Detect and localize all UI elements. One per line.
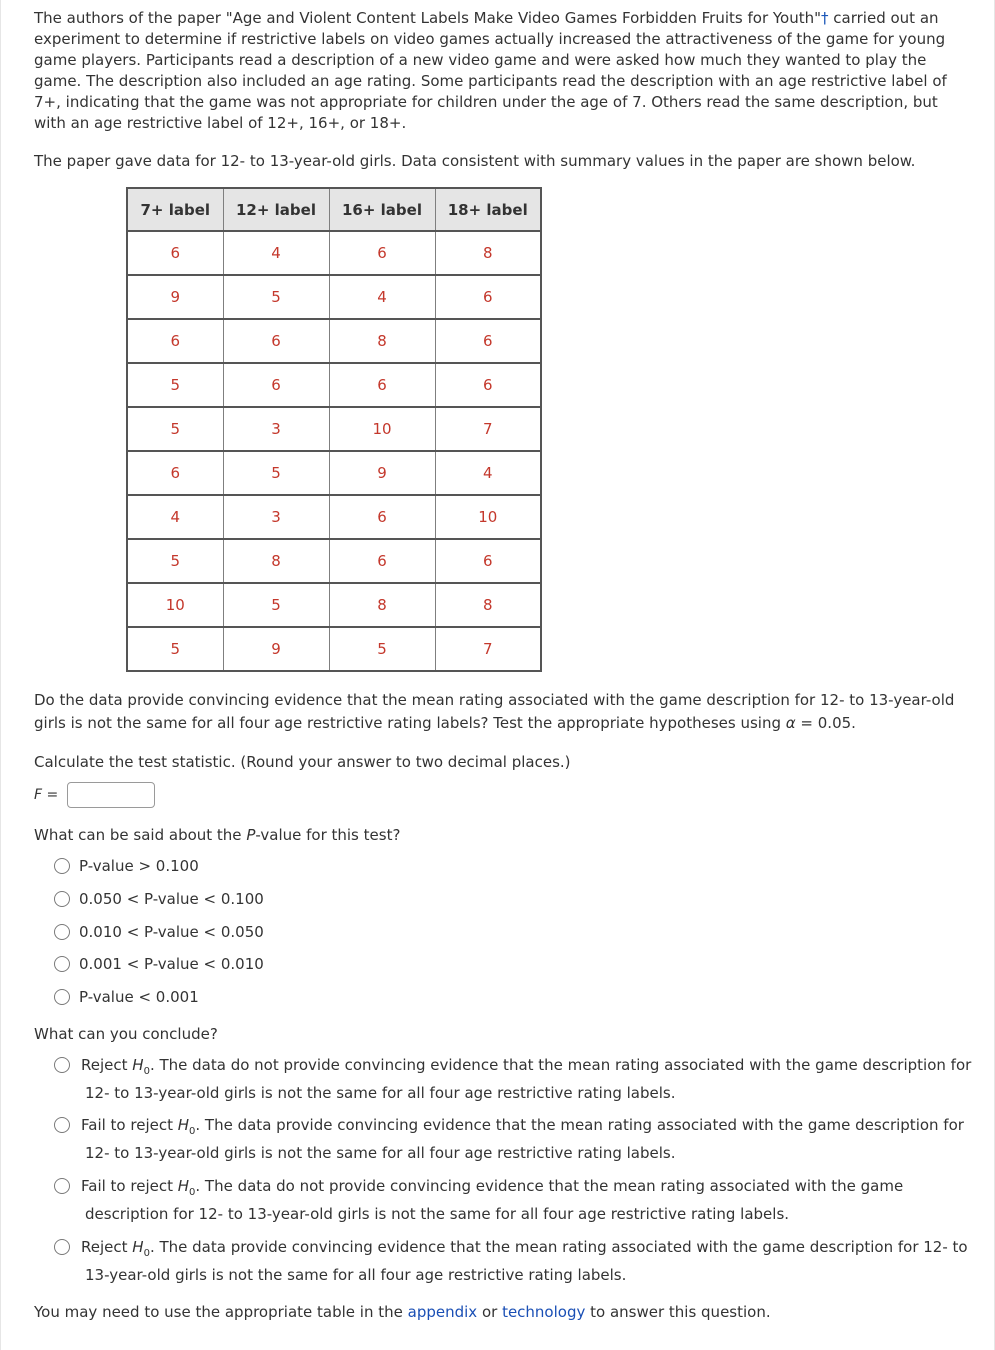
table-row xyxy=(127,275,541,319)
conclusion-line2: 12- to 13-year-old girls is not the same for all four age restrictive rating labels. xyxy=(85,1084,676,1102)
conclusion-line1 xyxy=(81,1175,903,1204)
conclusion-line1 xyxy=(81,1236,968,1265)
h-symbol: H xyxy=(132,1238,144,1256)
conclusion-line1-rest: . The data provide convincing evidence that the mean rating associated with the game description for 12- to xyxy=(149,1238,968,1256)
alpha-symbol: α xyxy=(785,714,796,732)
table-cell: 6 xyxy=(127,319,223,363)
header-18-plus: 18+ label xyxy=(435,188,541,231)
calc-instruction: Calculate the test statistic. (Round your answer to two decimal places.) xyxy=(34,753,571,771)
table-cell: 4 xyxy=(127,495,223,539)
table-row xyxy=(127,451,541,495)
conclusion-line2: 12- to 13-year-old girls is not the same for all four age restrictive rating labels. xyxy=(85,1144,676,1162)
header-7-plus: 7+ label xyxy=(127,188,223,231)
conclusion-line2: 13-year-old girls is not the same for all four age restrictive rating labels. xyxy=(85,1266,627,1284)
conclusion-line1 xyxy=(81,1114,964,1143)
conclusion-prefix: Reject xyxy=(81,1238,133,1256)
table-body xyxy=(127,231,541,671)
radio-button[interactable] xyxy=(54,1117,70,1133)
table-cell: 8 xyxy=(435,583,541,627)
radio-button[interactable] xyxy=(54,891,70,907)
hypothesis-question xyxy=(34,689,984,735)
intro-paragraph xyxy=(34,8,974,134)
pvalue-option[interactable] xyxy=(54,921,264,943)
table-cell: 6 xyxy=(435,363,541,407)
conclusion-question: What can you conclude? xyxy=(34,1025,218,1043)
table-cell: 5 xyxy=(127,627,223,671)
pvalue-question xyxy=(34,825,400,846)
h-subscript: 0 xyxy=(189,1187,196,1198)
table-cell: 5 xyxy=(127,363,223,407)
conclusion-prefix: Fail to reject xyxy=(81,1177,178,1195)
table-row xyxy=(127,495,541,539)
table-row xyxy=(127,363,541,407)
footer-note xyxy=(34,1302,771,1323)
table-cell: 6 xyxy=(435,539,541,583)
table-cell: 6 xyxy=(223,319,329,363)
header-16-plus: 16+ label xyxy=(329,188,435,231)
table-cell: 6 xyxy=(127,231,223,275)
technology-link[interactable]: technology xyxy=(502,1303,586,1321)
footer-after: to answer this question. xyxy=(585,1303,771,1321)
table-cell: 10 xyxy=(329,407,435,451)
pvalue-option-label: P-value < 0.001 xyxy=(79,988,199,1006)
alpha-value: = 0.05. xyxy=(795,714,856,732)
pvalue-question-after: -value for this test? xyxy=(255,826,401,844)
table-cell: 5 xyxy=(223,275,329,319)
conclusion-line1-rest: . The data do not provide convincing evidence that the mean rating associated with the game description for xyxy=(149,1056,972,1074)
table-cell: 5 xyxy=(127,407,223,451)
conclusion-line2: description for 12- to 13-year-old girls is not the same for all four age restrictive rating labels. xyxy=(85,1205,790,1223)
table-row xyxy=(127,319,541,363)
table-cell: 6 xyxy=(435,319,541,363)
table-cell: 6 xyxy=(223,363,329,407)
table-cell: 4 xyxy=(329,275,435,319)
dagger-footnote-link[interactable]: † xyxy=(821,9,829,27)
question-line1: Do the data provide convincing evidence that the mean rating associated with the game description for 12- to 13-year-old xyxy=(34,691,955,709)
table-cell: 6 xyxy=(329,495,435,539)
table-row xyxy=(127,583,541,627)
conclusion-line1-rest: . The data do not provide convincing evidence that the mean rating associated with the game xyxy=(195,1177,904,1195)
h-symbol: H xyxy=(132,1056,144,1074)
radio-button[interactable] xyxy=(54,956,70,972)
table-cell: 8 xyxy=(329,319,435,363)
data-table xyxy=(126,187,542,672)
table-cell: 6 xyxy=(435,275,541,319)
f-label: F = xyxy=(34,787,59,803)
conclusion-line1-rest: . The data provide convincing evidence that the mean rating associated with the game description for xyxy=(195,1116,964,1134)
table-cell: 4 xyxy=(223,231,329,275)
footer-before: You may need to use the appropriate table in the xyxy=(34,1303,408,1321)
table-row xyxy=(127,407,541,451)
table-cell: 5 xyxy=(223,583,329,627)
pvalue-option-label: 0.050 < P-value < 0.100 xyxy=(79,890,264,908)
f-statistic-input[interactable] xyxy=(67,782,155,808)
table-cell: 6 xyxy=(329,363,435,407)
table-cell: 7 xyxy=(435,627,541,671)
table-cell: 8 xyxy=(329,583,435,627)
pvalue-option-label: P-value > 0.100 xyxy=(79,857,199,875)
intro-text-after: carried out an experiment to determine if restrictive labels on video games actually increased the attractiveness of the game for young game players. Participants read a description of a new video game and were asked how much they wanted to play the game. The description also included an age rating. Some participants read the description with an age restrictive label of 7+, indicating that the game was not appropriate for children under the age of 7. Others read the same description, but with an age restrictive label of 12+, 16+, or 18+. xyxy=(34,9,947,132)
table-cell: 7 xyxy=(435,407,541,451)
conclusion-prefix: Reject xyxy=(81,1056,133,1074)
table-cell: 6 xyxy=(329,539,435,583)
table-cell: 4 xyxy=(435,451,541,495)
header-12-plus: 12+ label xyxy=(223,188,329,231)
table-cell: 9 xyxy=(223,627,329,671)
table-cell: 5 xyxy=(329,627,435,671)
table-row xyxy=(127,627,541,671)
pvalue-question-before: What can be said about the xyxy=(34,826,247,844)
radio-button[interactable] xyxy=(54,924,70,940)
h-symbol: H xyxy=(177,1177,190,1195)
footer-middle: or xyxy=(477,1303,503,1321)
table-cell: 3 xyxy=(223,495,329,539)
intro-text-before: The authors of the paper "Age and Violent Content Labels Make Video Games Forbidden Fruits for Youth" xyxy=(34,9,822,27)
pvalue-option-label: 0.010 < P-value < 0.050 xyxy=(79,923,264,941)
h-subscript: 0 xyxy=(189,1126,196,1137)
data-note: The paper gave data for 12- to 13-year-old girls. Data consistent with summary values in the paper are shown below. xyxy=(34,152,916,170)
table-cell: 3 xyxy=(223,407,329,451)
table-cell: 9 xyxy=(127,275,223,319)
pvalue-option[interactable] xyxy=(54,953,264,975)
table-cell: 6 xyxy=(329,231,435,275)
conclusion-prefix: Fail to reject xyxy=(81,1116,178,1134)
radio-button[interactable] xyxy=(54,1239,70,1255)
table-cell: 5 xyxy=(223,451,329,495)
f-statistic-row xyxy=(34,780,155,810)
pvalue-option[interactable] xyxy=(54,855,199,877)
table-cell: 10 xyxy=(435,495,541,539)
question-line2: girls is not the same for all four age restrictive rating labels? Test the appropriate hypotheses using xyxy=(34,714,786,732)
h-subscript: 0 xyxy=(143,1066,150,1077)
radio-button[interactable] xyxy=(54,1178,70,1194)
conclusion-line1 xyxy=(81,1054,971,1083)
pvalue-option[interactable] xyxy=(54,888,264,910)
h-symbol: H xyxy=(177,1116,190,1134)
pvalue-option-label: 0.001 < P-value < 0.010 xyxy=(79,955,264,973)
table-cell: 6 xyxy=(127,451,223,495)
table-header-row xyxy=(127,188,541,231)
table-row xyxy=(127,539,541,583)
table-cell: 8 xyxy=(435,231,541,275)
table-cell: 8 xyxy=(223,539,329,583)
radio-button[interactable] xyxy=(54,1057,70,1073)
pvalue-option[interactable] xyxy=(54,986,199,1008)
radio-button[interactable] xyxy=(54,858,70,874)
h-subscript: 0 xyxy=(143,1248,150,1259)
table-cell: 9 xyxy=(329,451,435,495)
appendix-link[interactable]: appendix xyxy=(407,1303,478,1321)
table-cell: 5 xyxy=(127,539,223,583)
table-cell: 10 xyxy=(127,583,223,627)
pvalue-question-p: P xyxy=(246,826,256,844)
radio-button[interactable] xyxy=(54,989,70,1005)
table-row xyxy=(127,231,541,275)
